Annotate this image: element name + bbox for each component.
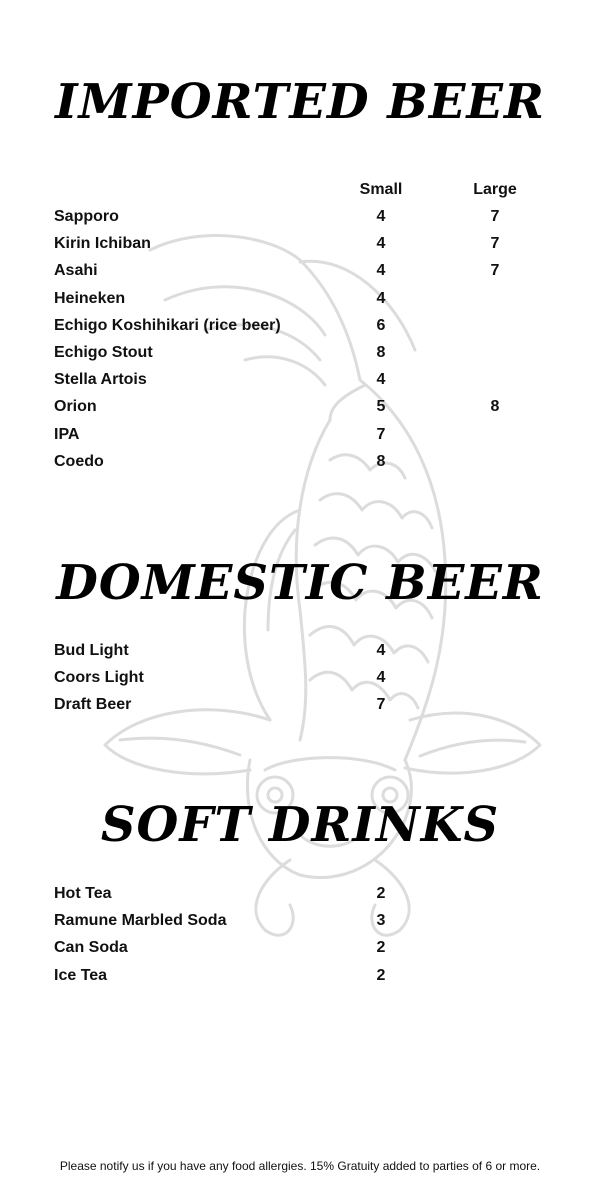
item-name: Ramune Marbled Soda — [54, 912, 227, 930]
large-price: 7 — [490, 208, 500, 225]
item-name: Hot Tea — [54, 885, 112, 902]
list-item — [54, 343, 554, 370]
small-price: 6 — [376, 316, 386, 334]
list-item — [54, 207, 554, 234]
item-name: Kirin Ichiban — [54, 235, 151, 253]
small-price: 4 — [376, 371, 386, 389]
allergy-gratuity-note: Please notify us if you have any food allergies. 15% Gratuity added to parties of 6 or more. — [59, 1159, 541, 1173]
item-name: Stella Artois — [54, 371, 147, 389]
imported-beer-title: IMPORTED BEER — [55, 74, 545, 130]
list-item — [54, 641, 554, 668]
item-name: Can Soda — [54, 939, 128, 957]
list-item — [54, 397, 554, 424]
small-price: 4 — [376, 642, 386, 659]
item-name: IPA — [54, 425, 80, 443]
small-price: 4 — [376, 208, 386, 225]
small-price: 4 — [376, 289, 386, 307]
small-price: 5 — [376, 398, 386, 416]
small-price: 7 — [376, 696, 386, 714]
small-price: 2 — [376, 966, 386, 984]
list-item — [54, 938, 554, 965]
large-column-header: Large — [473, 181, 517, 198]
small-price: 2 — [376, 885, 386, 902]
list-item — [54, 370, 554, 397]
list-item — [54, 289, 554, 316]
imported-beer-list — [54, 207, 554, 479]
large-price: 7 — [490, 235, 500, 253]
large-price: 7 — [490, 262, 500, 280]
small-price: 8 — [376, 343, 386, 361]
list-item — [54, 911, 554, 938]
large-price: 8 — [490, 398, 500, 416]
small-price: 4 — [376, 235, 386, 253]
list-item — [54, 425, 554, 452]
list-item — [54, 234, 554, 261]
item-name: Coors Light — [54, 669, 144, 687]
small-price: 2 — [376, 939, 386, 957]
small-column-header: Small — [359, 181, 403, 198]
item-name: Draft Beer — [54, 696, 132, 714]
item-name: Coedo — [54, 452, 104, 470]
item-name: Bud Light — [54, 642, 129, 659]
domestic-beer-title: DOMESTIC BEER — [56, 555, 544, 611]
item-name: Echigo Stout — [54, 343, 153, 361]
item-name: Ice Tea — [54, 966, 108, 984]
item-name: Heineken — [54, 289, 126, 307]
list-item — [54, 261, 554, 288]
small-price: 3 — [376, 912, 386, 930]
list-item — [54, 966, 554, 993]
item-name: Asahi — [54, 262, 98, 280]
list-item — [54, 452, 554, 479]
list-item — [54, 668, 554, 695]
list-item — [54, 695, 554, 722]
item-name: Echigo Koshihikari (rice beer) — [54, 316, 281, 334]
soft-drinks-list — [54, 884, 554, 993]
list-item — [54, 884, 554, 911]
item-name: Sapporo — [54, 208, 119, 225]
list-item — [54, 316, 554, 343]
domestic-beer-list — [54, 641, 554, 723]
small-price: 7 — [376, 425, 386, 443]
small-price: 4 — [376, 669, 386, 687]
item-name: Orion — [54, 398, 97, 416]
small-price: 8 — [376, 452, 386, 470]
soft-drinks-title: SOFT DRINKS — [100, 797, 500, 853]
small-price: 4 — [376, 262, 386, 280]
